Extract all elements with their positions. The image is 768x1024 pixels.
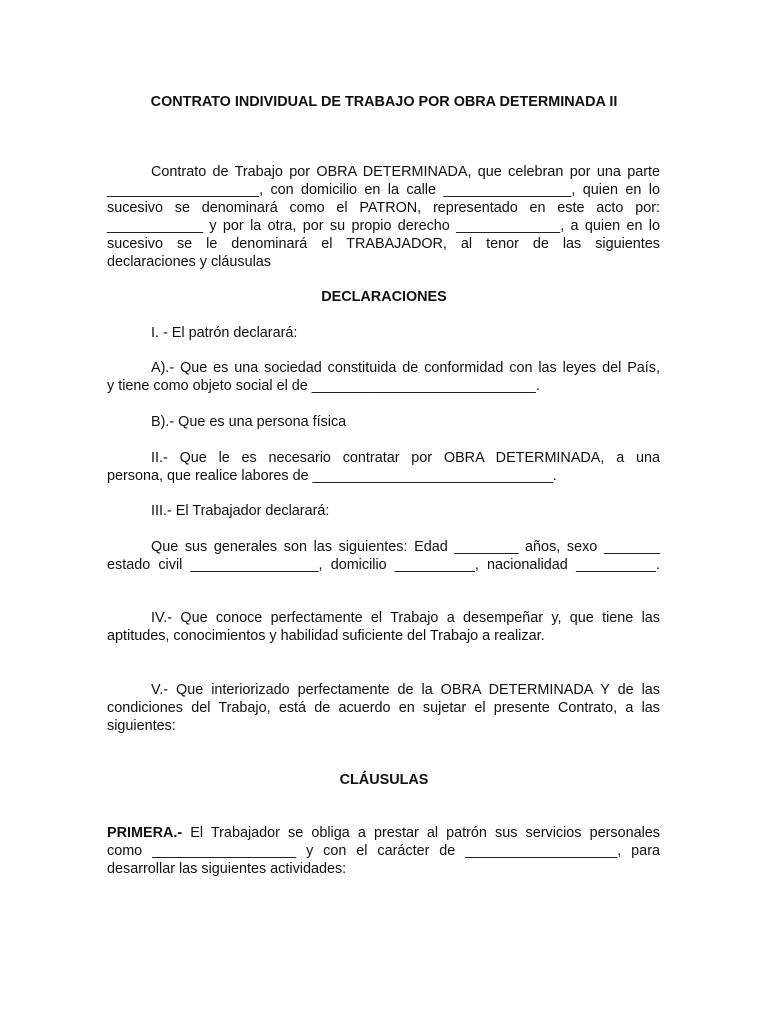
declaration-v-line-3: siguientes:: [107, 718, 176, 734]
generales-line-2: estado civil ________________, domicilio __________, nacionalidad __________.: [107, 557, 660, 573]
declaration-v-line-1: V.- Que interiorizado perfectamente de la OBRA DETERMINADA Y de las: [151, 682, 660, 698]
declaration-iii: III.- El Trabajador declarará:: [151, 503, 330, 519]
primera-label: PRIMERA.-: [107, 825, 183, 841]
declaration-ii-line-1: II.- Que le es necesario contratar por OBRA DETERMINADA, a una: [151, 450, 660, 466]
primera-line-1-text: El Trabajador se obliga a prestar al patrón sus servicios personales: [182, 825, 660, 841]
intro-line-1: Contrato de Trabajo por OBRA DETERMINADA, que celebran por una parte: [151, 164, 660, 180]
document-title: CONTRATO INDIVIDUAL DE TRABAJO POR OBRA DETERMINADA II: [150, 94, 618, 110]
clausulas-heading: CLÁUSULAS: [339, 772, 429, 788]
declaration-a-line-2: y tiene como objeto social el de ____________________________.: [107, 378, 540, 394]
declaration-iv-line-1: IV.- Que conoce perfectamente el Trabajo a desempeñar y, que tiene las: [151, 610, 660, 626]
intro-line-6: declaraciones y cláusulas: [107, 254, 271, 270]
declaration-ii-line-2: persona, que realice labores de ______________________________.: [107, 468, 557, 484]
declaration-iv-line-2: aptitudes, conocimientos y habilidad suficiente del Trabajo a realizar.: [107, 628, 545, 644]
primera-line-3: desarrollar las siguientes actividades:: [107, 861, 347, 877]
primera-line-1: [107, 824, 660, 842]
generales-line-1: Que sus generales son las siguientes: Edad ________ años, sexo _______: [151, 539, 660, 555]
declaration-i: I. - El patrón declarará:: [151, 325, 298, 341]
intro-line-2: ___________________, con domicilio en la calle ________________, quien en lo: [107, 182, 660, 198]
intro-line-3: sucesivo se denominará como el PATRON, representado en este acto por:: [107, 200, 660, 216]
primera-line-2: como __________________ y con el carácter de ___________________, para: [107, 843, 660, 859]
intro-line-5: sucesivo se le denominará el TRABAJADOR, al tenor de las siguientes: [107, 236, 660, 252]
declaraciones-heading: DECLARACIONES: [321, 289, 447, 305]
declaration-b: B).- Que es una persona física: [151, 414, 347, 430]
declaration-a-line-1: A).- Que es una sociedad constituida de conformidad con las leyes del País,: [151, 360, 660, 376]
declaration-v-line-2: condiciones del Trabajo, está de acuerdo en sujetar el presente Contrato, a las: [107, 700, 660, 716]
intro-line-4: ____________ y por la otra, por su propio derecho _____________, a quien en lo: [107, 218, 660, 234]
